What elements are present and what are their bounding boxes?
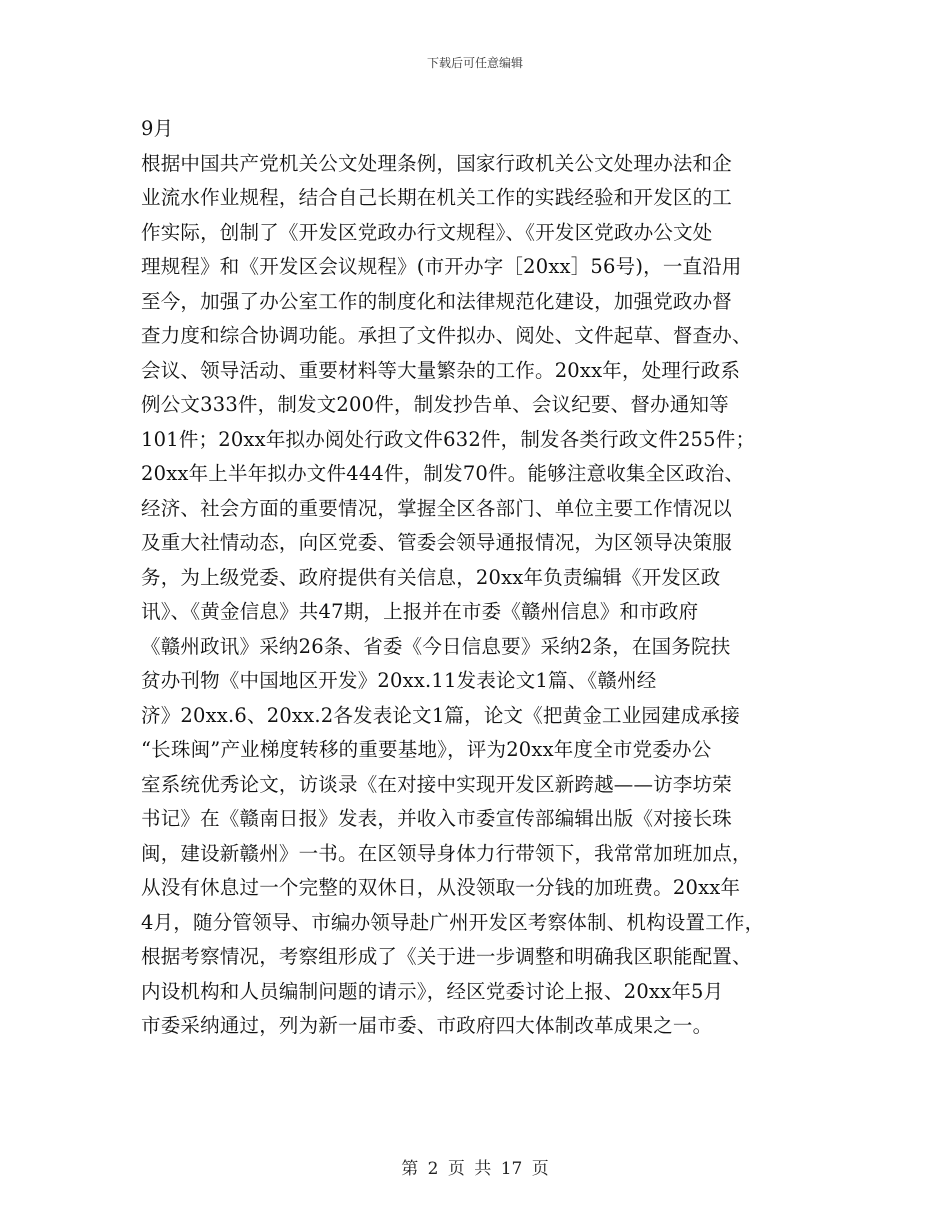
body-line: 经济、社会方面的重要情况，掌握全区各部门、单位主要工作情况以	[141, 496, 733, 520]
body-line: “长珠闽”产业梯度转移的重要基地》，评为20xx年度全市党委办公	[141, 738, 712, 761]
body-line: 书记》在《赣南日报》发表，并收入市委宣传部编辑出版《对接长珠	[141, 807, 733, 830]
body-line: 及重大社情动态，向区党委、管委会领导通报情况，为区领导决策服	[141, 531, 733, 554]
body-line: 101件；20xx年拟办阅处行政文件632件，制发各类行政文件255件；	[141, 427, 756, 451]
body-line: 贫办刊物《中国地区开发》20xx.11发表论文1篇、《赣州经	[141, 669, 657, 692]
body-line: 济》20xx.6、20xx.2各发表论文1篇，论文《把黄金工业园建成承接	[141, 703, 740, 727]
document-body	[141, 112, 831, 1044]
body-line: 根据中国共产党机关公文处理条例，国家行政机关公文处理办法和企	[141, 151, 733, 175]
body-line: 至今，加强了办公室工作的制度化和法律规范化建设，加强党政办督	[141, 289, 733, 313]
body-line: 从没有休息过一个完整的双休日，从没领取一分钱的加班费。20xx年	[141, 876, 741, 899]
body-line: 室系统优秀论文，访谈录《在对接中实现开发区新跨越——访李坊荣	[141, 772, 733, 796]
body-line: 查力度和综合协调功能。承担了文件拟办、阅处、文件起草、督查办、	[141, 324, 752, 347]
page-header: 下载后可任意编辑	[426, 56, 523, 70]
body-line: 业流水作业规程，结合自己长期在机关工作的实践经验和开发区的工	[141, 186, 733, 209]
body-line: 内设机构和人员编制问题的请示》，经区党委讨论上报、20xx年5月	[141, 979, 724, 1003]
body-line: 根据考察情况，考察组形成了《关于进一步调整和明确我区职能配置、	[141, 945, 752, 968]
body-line: 讯》、《黄金信息》共47期，上报并在市委《赣州信息》和市政府	[141, 600, 699, 623]
body-line: 作实际，创制了《开发区党政办行文规程》、《开发区党政办公文处	[141, 220, 713, 244]
body-line: 20xx年上半年拟办文件444件，制发70件。能够注意收集全区政治、	[141, 462, 745, 485]
body-line: 4月，随分管领导、市编办领导赴广州开发区考察体制、机构设置工作，	[141, 910, 765, 934]
body-line: 务，为上级党委、政府提供有关信息，20xx年负责编辑《开发区政	[141, 565, 721, 589]
page-number-footer: 第 2 页 共 17 页	[401, 1159, 549, 1179]
body-line: 《赣州政讯》采纳26条、省委《今日信息要》采纳2条，在国务院扶	[141, 634, 731, 658]
body-line: 9月	[141, 117, 174, 140]
body-line: 闽，建设新赣州》一书。在区领导身体力行带领下，我常常加班加点，	[141, 841, 752, 865]
body-line: 市委采纳通过，列为新一届市委、市政府四大体制改革成果之一。	[141, 1014, 713, 1037]
body-line: 会议、领导活动、重要材料等大量繁杂的工作。20xx年，处理行政系	[141, 358, 741, 382]
body-line: 理规程》和《开发区会议规程》(市开办字［20xx］56号)，一直沿用	[141, 255, 742, 278]
body-line: 例公文333件，制发文200件，制发抄告单、会议纪要、督办通知等	[141, 393, 729, 416]
